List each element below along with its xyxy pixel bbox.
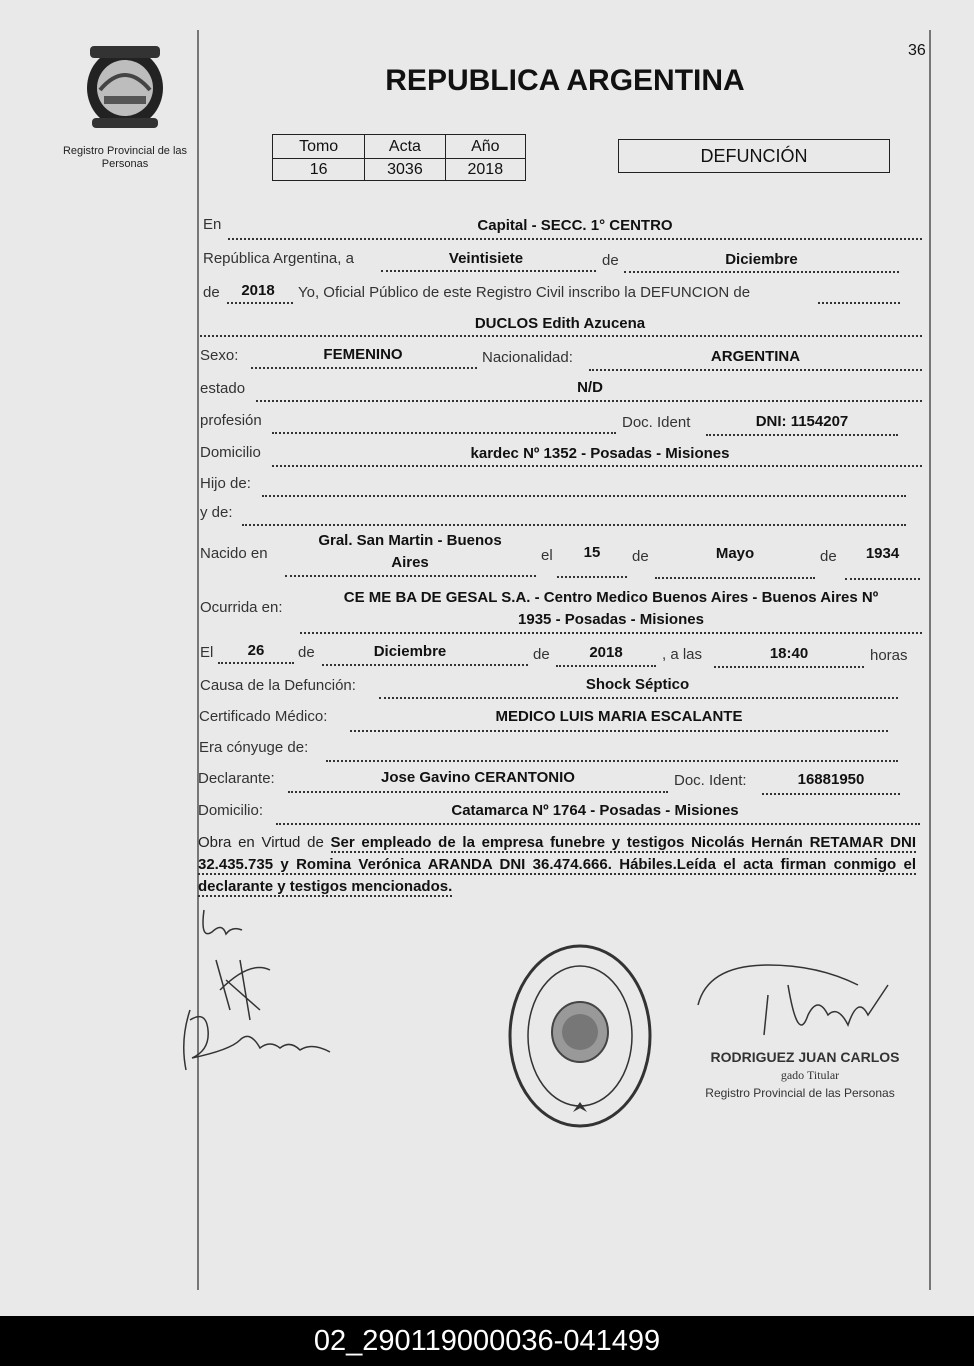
line-hijo-de [262,495,906,497]
line-conyuge [326,760,898,762]
line-nacionalidad [589,369,922,371]
field-declarante-doc: 16881950 [797,771,865,788]
label-doc-ident: Doc. Ident [622,414,691,431]
line-declarante-doc [762,793,900,795]
label-declarante: Declarante: [198,770,275,787]
label-de-def-anio: de [533,646,550,663]
line-def-mes [322,664,528,666]
field-nac-dia: 15 [583,544,601,561]
document-code: 02_290119000036-041499 [0,1316,974,1366]
field-mes-texto: Diciembre [725,251,798,268]
label-doc-ident-2: Doc. Ident: [674,772,747,789]
label-el: el [541,547,553,564]
line-certificado [350,730,888,732]
document-type-box: DEFUNCIÓN [618,139,890,173]
line-nac-dia [557,576,627,578]
line-y-de [242,524,906,526]
table-cell-tomo: 16 [273,159,365,181]
label-en: En [203,216,222,233]
field-ocurrida-1: CE ME BA DE GESAL S.A. - Centro Medico Buenos Aires - Buenos Aires Nº [343,589,879,606]
table-cell-acta: 3036 [365,159,445,181]
obra-paragraph [198,832,916,898]
label-de-nac-anio: de [820,548,837,565]
label-causa: Causa de la Defunción: [200,677,356,694]
line-domicilio-2 [276,823,920,825]
field-certificado: MEDICO LUIS MARIA ESCALANTE [495,708,743,725]
field-nombre: DUCLOS Edith Azucena [474,315,646,332]
field-nacionalidad: ARGENTINA [710,348,801,365]
label-a-las: , a las [662,646,703,663]
page-number: 36 [908,42,926,59]
label-horas: horas [870,647,908,664]
line-def-dia [218,662,294,664]
label-sexo: Sexo: [200,347,239,364]
officer-office: Registro Provincial de las Personas [705,1086,895,1100]
label-yo: Yo, Oficial Público de este Registro Civil inscribo la DEFUNCION de [298,284,751,301]
field-causa: Shock Séptico [585,676,690,693]
officer-signature [688,955,928,1045]
line-domicilio [272,465,922,467]
field-declarante: Jose Gavino CERANTONIO [381,769,575,786]
label-conyuge: Era cónyuge de: [199,739,309,756]
line-profesion [272,432,616,434]
field-def-dia: 26 [247,642,265,659]
field-dia-texto: Veintisiete [448,250,524,267]
field-nac-anio: 1934 [865,545,900,562]
field-sexo: FEMENINO [323,346,403,363]
label-obra: Obra en Virtud de [198,834,324,851]
label-profesion: profesión [200,412,262,429]
line-anio [227,302,293,304]
label-nacido-en: Nacido en [200,545,268,562]
line-def-hora [714,666,864,668]
right-margin-line [929,30,931,1290]
line-dia [381,270,596,272]
field-nacido-en-2: Aires [391,554,429,571]
field-ocurrida-2: 1935 - Posadas - Misiones [518,611,704,628]
field-doc-ident: DNI: 1154207 [755,413,849,430]
line-nac-anio [845,578,920,580]
label-de-mes: de [602,252,619,269]
field-domicilio: kardec Nº 1352 - Posadas - Misiones [470,445,730,462]
field-def-hora: 18:40 [769,645,809,662]
line-doc-ident [706,434,898,436]
label-domicilio: Domicilio [200,444,261,461]
field-obra: Ser empleado de la empresa funebre y testigos Nicolás Hernán RETAMAR DNI 32.435.735 y Romina Verónica ARANDA DNI 36.474.666. Hábiles.Leída el acta firman conmigo el declarante y testigos mencionados. [198,834,917,895]
page-title: REPUBLICA ARGENTINA [385,64,745,97]
field-def-anio: 2018 [589,644,623,661]
table-header-anio: Año [445,135,525,159]
label-de-anio: de [203,284,220,301]
table-cell-anio: 2018 [445,159,525,181]
record-table [272,134,526,181]
label-domicilio-2: Domicilio: [198,802,264,819]
label-estado: estado [200,380,246,397]
table-header-acta: Acta [365,135,445,159]
label-ocurrida-en: Ocurrida en: [200,599,283,616]
table-header-tomo: Tomo [273,135,365,159]
line-yo-end [818,302,900,304]
line-estado [256,400,922,402]
line-nac-mes [655,577,815,579]
field-lugar: Capital - SECC. 1° CENTRO [477,217,673,234]
label-republica: República Argentina, a [203,250,354,267]
line-declarante [288,791,668,793]
line-nombre [200,335,922,337]
line-def-anio [556,665,656,667]
line-nacido-en [285,575,536,577]
line-mes [624,271,899,273]
field-declarante-domicilio: Catamarca Nº 1764 - Posadas - Misiones [451,802,739,819]
officer-name: RODRIGUEZ JUAN CARLOS [710,1049,900,1065]
line-causa [379,697,898,699]
field-estado: N/D [577,379,603,396]
province-emblem-icon [80,40,170,130]
field-nac-mes: Mayo [715,545,755,562]
label-de-nac-mes: de [632,548,649,565]
left-margin-line [197,30,199,1290]
label-y-de: y de: [200,504,233,521]
field-nacido-en-1: Gral. San Martin - Buenos [318,532,502,549]
line-en [228,238,922,240]
label-el-cap: El [200,644,214,661]
field-def-mes: Diciembre [373,643,447,660]
line-ocurrida [300,632,922,634]
label-de-def-mes: de [298,644,315,661]
officer-title: gado Titular [780,1068,840,1082]
label-hijo-de: Hijo de: [200,475,251,492]
label-certificado: Certificado Médico: [199,708,328,725]
label-nacionalidad: Nacionalidad: [482,349,573,366]
registry-name: Registro Provincial de las Personas [62,145,188,170]
witness-signatures [170,900,350,1100]
line-sexo [251,367,477,369]
registry-seal-icon [507,942,653,1130]
field-anio: 2018 [241,282,275,299]
